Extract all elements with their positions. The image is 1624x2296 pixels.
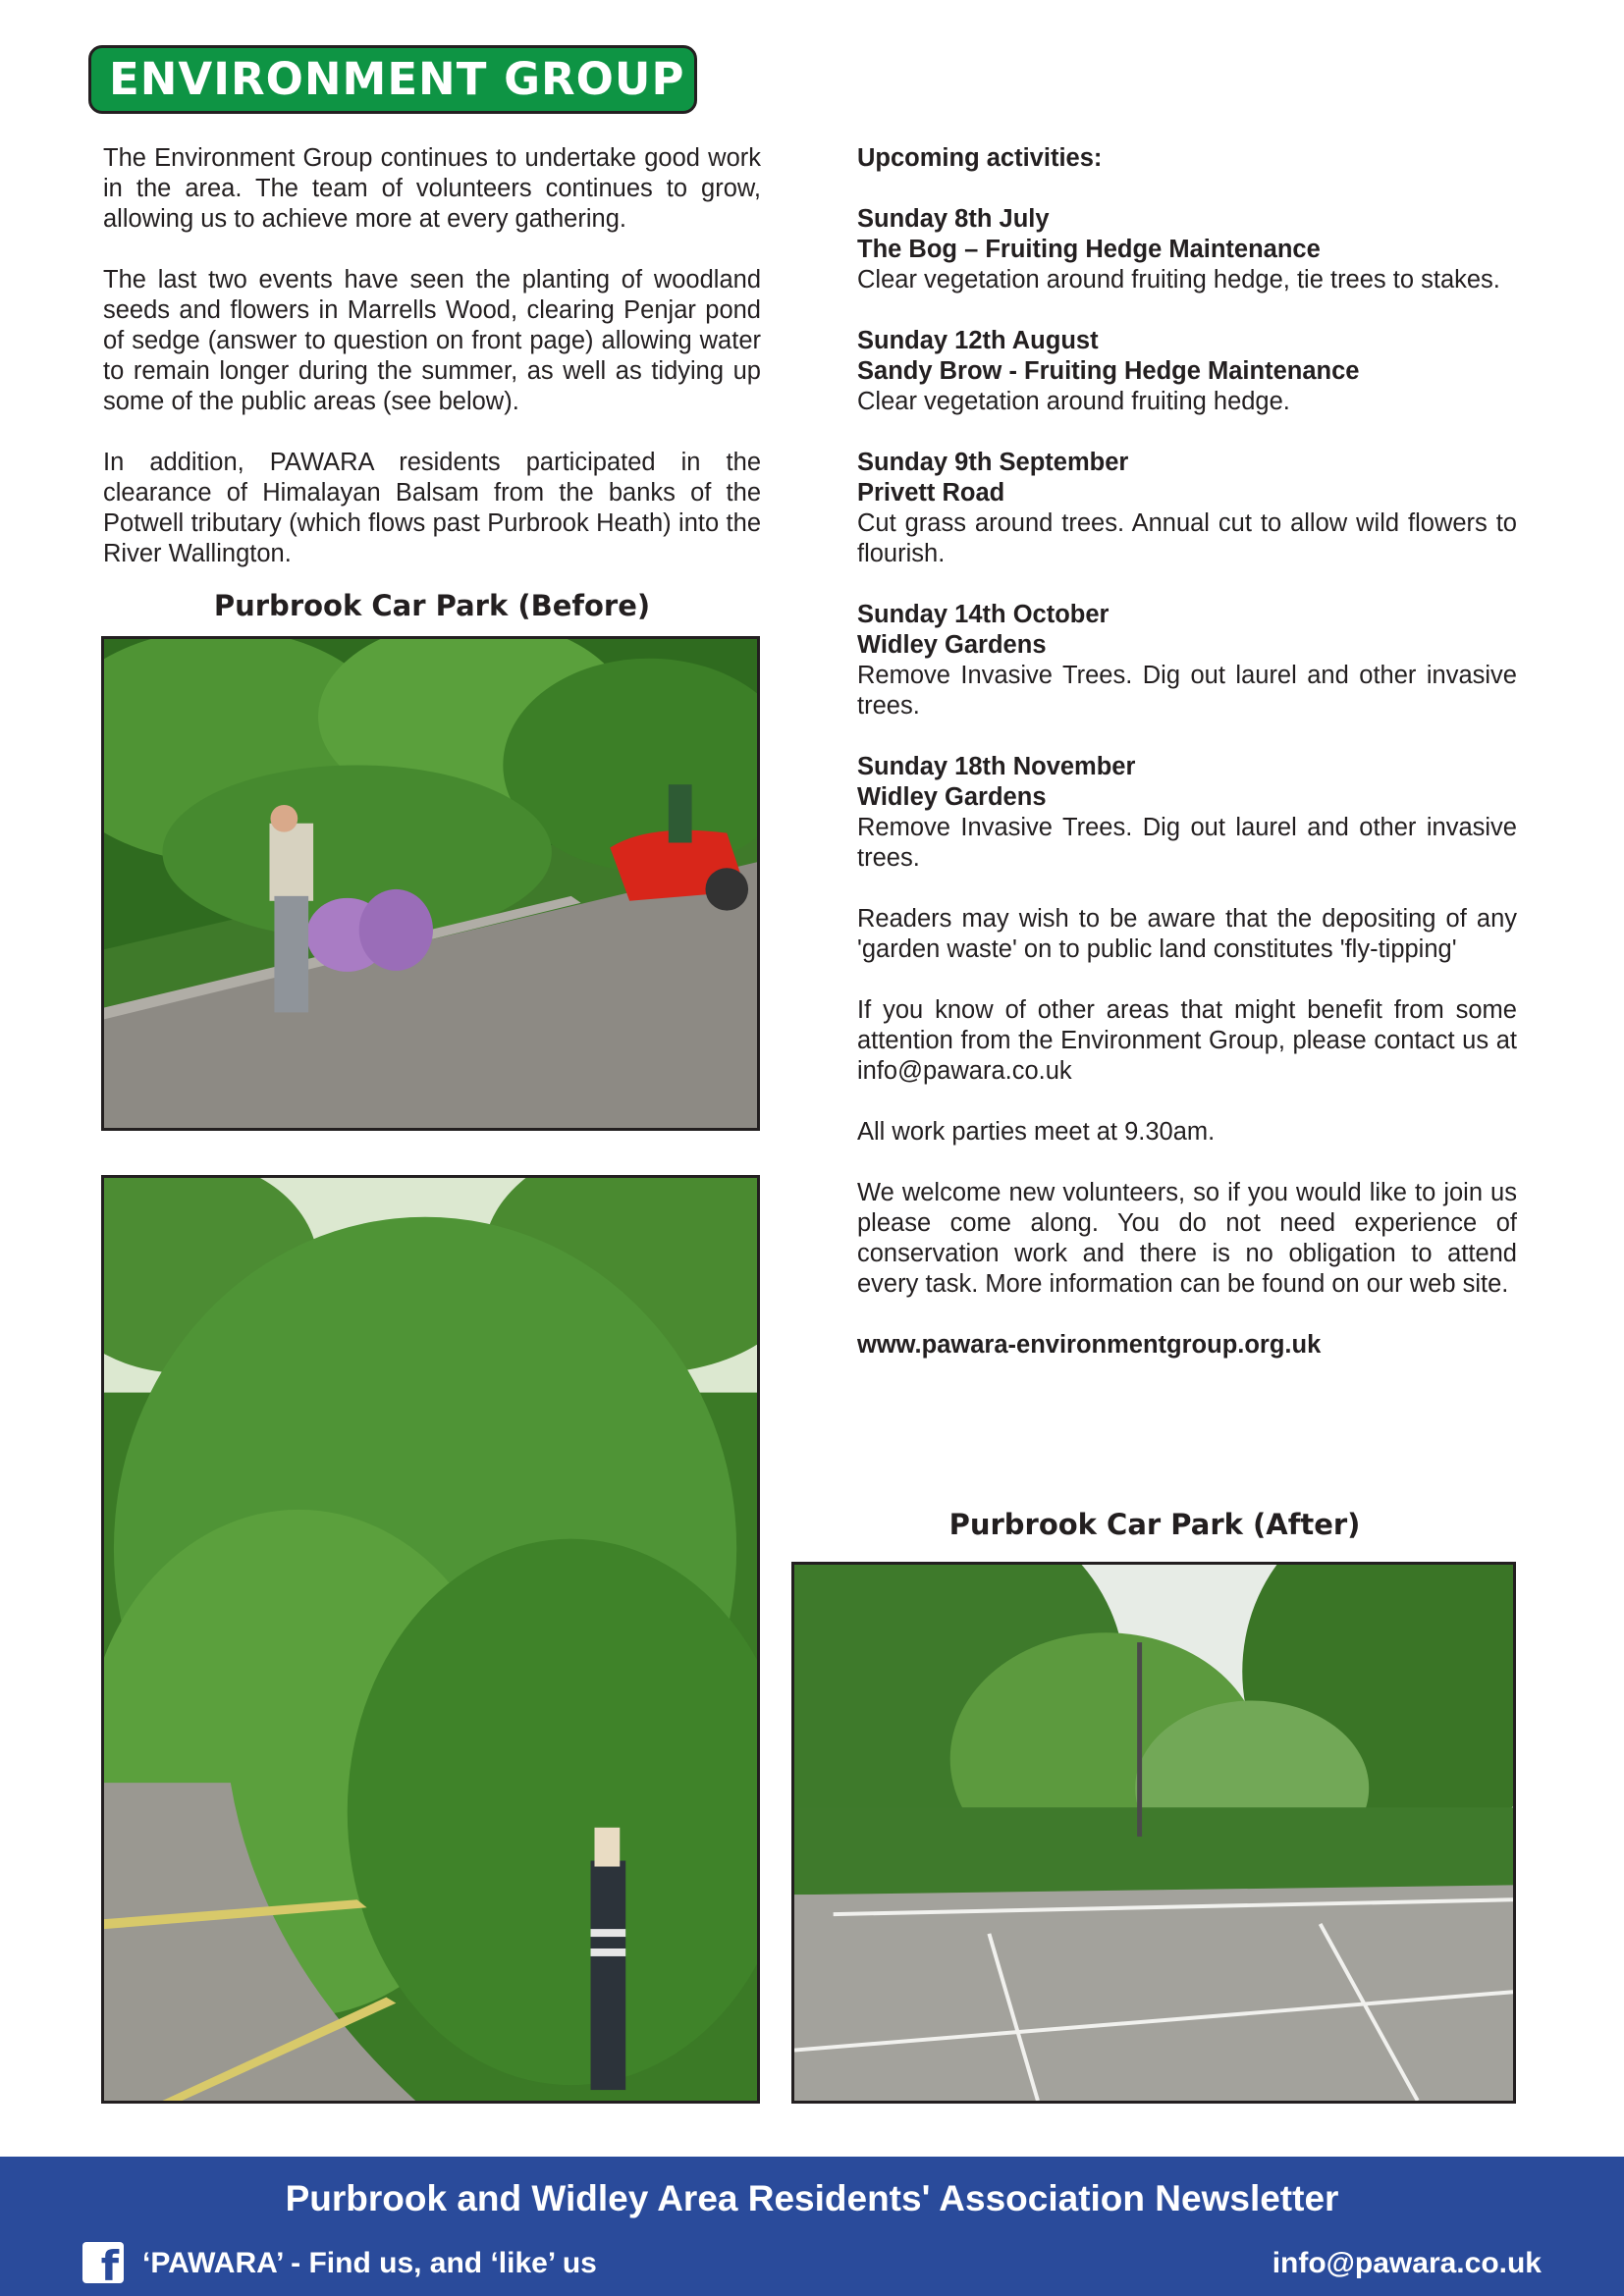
- website-link[interactable]: www.pawara-environmentgroup.org.uk: [857, 1331, 1322, 1359]
- intro-paragraph: The Environment Group continues to undertake good work in the area. The team of volunteers continues to grow, allowing us to achieve more at every gathering.: [103, 144, 761, 233]
- after-caption: Purbrook Car Park (After): [948, 1508, 1361, 1541]
- activities-heading: Upcoming activities:: [857, 144, 1103, 172]
- note-paragraph: We welcome new volunteers, so if you would like to join us please come along. You do not need experience of conservation work and there is no obligation to attend every task. More information can be found on our web site.: [857, 1179, 1517, 1298]
- activity-description: Remove Invasive Trees. Dig out laurel and other invasive trees.: [857, 814, 1517, 872]
- activity-date: Sunday 12th August: [857, 327, 1099, 354]
- before-photo-overgrown-hedge: [101, 1175, 760, 2104]
- activity-location: The Bog – Fruiting Hedge Maintenance: [857, 236, 1321, 263]
- activity-location: Widley Gardens: [857, 631, 1047, 659]
- activity-item: [857, 448, 1517, 569]
- activity-description: Cut grass around trees. Annual cut to allow wild flowers to flourish.: [857, 509, 1517, 567]
- intro-paragraph: In addition, PAWARA residents participated in the clearance of Himalayan Balsam from the banks of the Potwell tributary (which flows past Purbrook Heath) into the River Wallington.: [103, 449, 761, 567]
- activity-item: [857, 326, 1517, 417]
- facebook-callout: ‘PAWARA’ - Find us, and ‘like’ us: [142, 2247, 597, 2279]
- footer-email[interactable]: info@pawara.co.uk: [1272, 2247, 1542, 2279]
- activity-date: Sunday 18th November: [857, 753, 1136, 780]
- section-title-badge: [88, 45, 697, 114]
- note-paragraph: Readers may wish to be aware that the depositing of any 'garden waste' on to public land constitutes 'fly-tipping': [857, 905, 1517, 963]
- newsletter-footer: [0, 2157, 1624, 2296]
- activity-description: Clear vegetation around fruiting hedge, tie trees to stakes.: [857, 266, 1500, 294]
- facebook-icon[interactable]: f: [82, 2242, 124, 2283]
- activity-location: Sandy Brow - Fruiting Hedge Maintenance: [857, 357, 1360, 385]
- activity-location: Widley Gardens: [857, 783, 1047, 811]
- activity-date: Sunday 9th September: [857, 449, 1129, 476]
- before-photo-volunteers: [101, 636, 760, 1131]
- note-paragraph: If you know of other areas that might benefit from some attention from the Environment Group, please contact us at info@pawara.co.uk: [857, 996, 1517, 1085]
- activity-item: [857, 600, 1517, 721]
- footer-title: Purbrook and Widley Area Residents' Association Newsletter: [285, 2178, 1339, 2218]
- before-caption: Purbrook Car Park (Before): [213, 589, 651, 622]
- activity-description: Clear vegetation around fruiting hedge.: [857, 388, 1290, 415]
- section-title: ENVIRONMENT GROUP: [109, 53, 685, 105]
- activity-description: Remove Invasive Trees. Dig out laurel and other invasive trees.: [857, 662, 1517, 720]
- activity-location: Privett Road: [857, 479, 1005, 507]
- activities-column: [857, 143, 1517, 1361]
- activity-date: Sunday 14th October: [857, 601, 1110, 628]
- activity-date: Sunday 8th July: [857, 205, 1050, 233]
- intro-column: [103, 143, 761, 569]
- activity-item: [857, 204, 1517, 295]
- note-paragraph: All work parties meet at 9.30am.: [857, 1118, 1216, 1146]
- intro-paragraph: The last two events have seen the planting of woodland seeds and flowers in Marrells Wood, clearing Penjar pond of sedge (answer to question on front page) allowing water to remain longer during the summer, as well as tidying up some of the public areas (see below).: [103, 266, 761, 415]
- after-photo-cleared-car-park: [791, 1562, 1516, 2104]
- activity-item: [857, 752, 1517, 874]
